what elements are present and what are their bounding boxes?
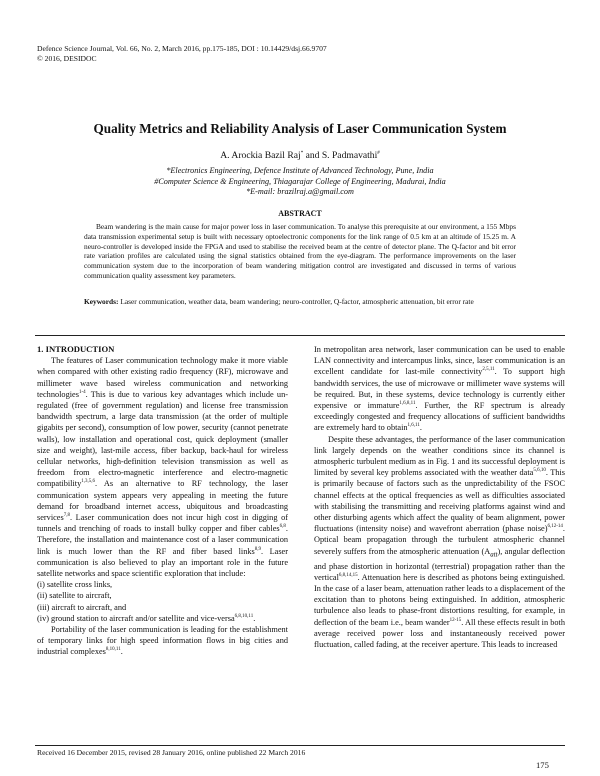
received-dates: Received 16 December 2015, revised 28 January 2016, online published 22 March 2016 xyxy=(37,748,306,757)
author-line xyxy=(0,150,600,161)
footer-divider xyxy=(35,745,565,746)
list-item: (iv) ground station to aircraft and/or satellite and vice-versa$^{6,8,10,11}$. xyxy=(37,613,256,623)
journal-citation: Defence Science Journal, Vol. 66, No. 2, March 2016, pp.175-185, DOI : 10.14429/dsj.66.9707 xyxy=(37,44,327,53)
affiliations xyxy=(0,166,600,198)
affiliation-1: *Electronics Engineering, Defence Institute of Advanced Technology, Pune, India xyxy=(166,166,434,175)
list-item: (iii) aircraft to aircraft, and xyxy=(37,602,127,612)
keywords-label: Keywords: xyxy=(84,297,119,306)
section-heading: 1. INTRODUCTION xyxy=(37,344,115,354)
abstract-heading: ABSTRACT xyxy=(278,209,322,218)
keywords xyxy=(84,297,516,307)
second-author: and S. Padmavathi xyxy=(303,150,378,161)
intro-paragraph-1: The features of Laser communication technology make it more viable when compared with other existing radio frequency (RF), microwave and millimeter wave based wireless communication and networking technologies$^{1-4}$. This is due to various key advantages which include un-regulated (free of government regulation) and license free transmission bandwidth spectrum, a large data transmission (at the order of multiple gigabits per second), consumption of low power, security (cannot penetrate walls), low installation and operational cost, quick deployment (smaller size and weight), last-mile access, fiber backup, back-haul for wireless cellular networks, high-definition television transmission as well as freedom from electro-magnetic interference and electro-magnetic compatibility$^{1,3,5,6}$. As an alternative to RF technology, the laser communication system appears very appealing in meeting the future demand for broadband internet access, ubiquitous and broadcasting services$^{7,8}$. Laser communication does not incur high cost in digging of tunnels and trenching of roads to install bulky copper and fiber cables$^{6,8}$. Therefore, the installation and maintenance cost of a laser communication link is much lower than the RF and fiber based links$^{8,9}$. Laser communication is also believed to play an important role in the future satellite networks and space scientific exploration that include: xyxy=(37,356,288,579)
first-author: A. Arockia Bazil Raj xyxy=(220,150,301,161)
page-number: 175 xyxy=(536,760,549,770)
right-column xyxy=(314,344,565,650)
list-item: (i) satellite cross links, xyxy=(37,580,113,590)
left-column xyxy=(37,344,288,658)
second-author-mark: # xyxy=(377,150,380,156)
list-item: (ii) satellite to aircraft, xyxy=(37,591,112,601)
section-divider xyxy=(35,335,565,336)
paper-title: Quality Metrics and Reliability Analysis of Laser Communication System xyxy=(93,121,507,136)
intro-paragraph-3: In metropolitan area network, laser communication can be used to enable LAN connectivity and intercampus links, since, laser communication is an excellent candidate for last-mile connectivity$^{2,5,11}$. To support high bandwidth services, the use of microwave or millimeter wave systems will be required. But, in these systems, device technology is currently either expensive or immature$^{1,6,8,11}$. Further, the RF spectrum is already exceedingly congested and frequency allocations of sufficient bandwidths are extremely hard to obtain$^{1,6,11}$. xyxy=(314,345,565,433)
journal-header xyxy=(37,44,327,64)
journal-copyright: © 2016, DESIDOC xyxy=(37,54,97,63)
application-list xyxy=(37,579,288,624)
keywords-text: Laser communication, weather data, beam wandering; neuro-controller, Q-factor, atmospheric attenuation, bit error rate xyxy=(120,297,474,306)
author-email: *E-mail: brazilraj.a@gmail.com xyxy=(246,187,354,196)
affiliation-2: #Computer Science & Engineering, Thiagarajar College of Engineering, Madurai, India xyxy=(154,176,446,186)
intro-paragraph-2: Portability of the laser communication is leading for the establishment of temporary links for high speed information flows in big cities and industrial complexes$^{8,10,11}$. xyxy=(37,625,288,657)
first-author-mark: * xyxy=(300,150,304,156)
abstract-text: Beam wandering is the main cause for major power loss in laser communication. To analyse this prerequisite at our environment, a 155 Mbps data transmission experimental setup is built with necessary optoelectronic components for the link range of 0.5 km at an altitude of 15.25 m. A neuro-controller is developed inside the FPGA and used to stabilise the received beam at the centre of detector plane. The Q-factor and bit error rate variation profiles are calculated using the signal statistics obtained from the eye-diagram. The performance improvements on the laser communication system due to the incorporation of beam wandering mitigation control are investigated and discussed in terms of various communication quality assessment key parameters. xyxy=(84,222,516,280)
intro-paragraph-4: Despite these advantages, the performance of the laser communication link largely depends on the weather conditions since its channel is atmospheric turbulent medium as in Fig. 1 and its successful deployment is limited by several key problems associated with the weather data$^{5,6,10}$. This is primarily because of factors such as the unpredictability of the FSOC channel effects at the optical frequencies as well as difficulties associated with stabilising the transmitting and receiving platforms against wind and other disturbing agents which affect the quality of beam alignment, power fluctuations (intensity noise) and wavefront aberration (phase noise)$^{6,12-14}$. Optical beam propagation through the turbulent atmospheric channel severely suffers from the atmospheric attenuation $(A_{att})$, angular deflection and phase distortion in horizontal (terrestrial) propagation rather than the vertical$^{6,8,14,15}$. Attenuation here is described as photons being extinguished. In the case of a laser beam, attenuation rather leads to a displacement of the excitation than to photons being extinguished. In addition, atmospheric turbulence also leads to phase-front distortions resulting, for example, in deflection of the beam i.e., beam wander$^{12-15}$. All these effects result in both average received power loss and instantaneously received power fluctuation, called fading, at the receiver aperture. This leads to increased xyxy=(314,434,565,649)
